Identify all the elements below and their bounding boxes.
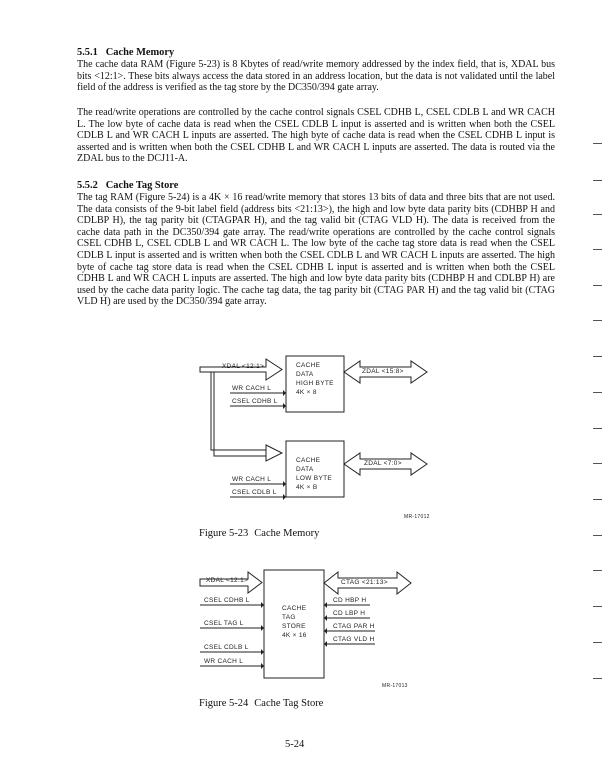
box-line: CACHE — [296, 457, 321, 464]
mr-number: MR-17012 — [404, 514, 430, 520]
xdal-label: XDAL <12:1> — [222, 363, 265, 370]
section-title: Cache Memory — [105, 47, 175, 58]
csel-cdlb-label: CSEL CDLB L — [232, 489, 277, 496]
ctag-label: CTAG <21:13> — [341, 579, 388, 586]
caption-text: Cache Memory — [254, 528, 320, 539]
cache-tag-store-box-text — [282, 604, 307, 640]
paragraph-cache-memory-2: The read/write operations are controlled by the cache control signals CSEL CDHB L, CSEL CDLB L and WR CACH L. The low byte of cache data is read when the CSEL CDLB L input is asserted and is written when both the CSEL CDLB L and WR CACH L inputs are asserted. The high byte of cache data is read when the CSEL CDHB L input is asserted and is written when both the CSEL CDHB L and WR CACH L inputs are asserted. The data is routed via the ZDAL bus to the DCJ11-A. — [77, 107, 555, 165]
figure-5-24-caption — [199, 698, 323, 709]
csel-cdlb-label: CSEL CDLB L — [204, 644, 249, 651]
box-line: CACHE — [282, 605, 307, 612]
section-number: 5.5.1 — [77, 47, 98, 58]
wr-cach-label: WR CACH L — [204, 658, 244, 665]
zdal-low-label: ZDAL <7:0> — [364, 460, 402, 467]
box-line: 4K × 8 — [296, 389, 317, 396]
caption-number: Figure 5-24 — [199, 698, 249, 709]
ctagpar-label: CTAG PAR H — [333, 623, 375, 630]
section-number: 5.5.2 — [77, 180, 98, 191]
csel-tag-label: CSEL TAG L — [204, 620, 244, 627]
wr-cach-label: WR CACH L — [232, 385, 272, 392]
caption-text: Cache Tag Store — [254, 698, 324, 709]
section-title: Cache Tag Store — [105, 180, 179, 191]
box-line: TAG — [282, 614, 296, 621]
box-line: DATA — [296, 466, 314, 473]
box-line: DATA — [296, 371, 314, 378]
wr-cach-label: WR CACH L — [232, 476, 272, 483]
paragraph-cache-tag-store: The tag RAM (Figure 5-24) is a 4K × 16 read/write memory that stores 13 bits of data and three bits that are not used. The data consists of the 9-bit label field (address bits <21:13>), the high and low byte data parity bits (CDHBP H and CDLBP H), the tag parity bit (CTAGPAR H), and the tag valid bit (CTAG VLD H). The data is received from the cache data path in the DC350/394 gate array. The read/write operations are controlled by the cache control signals CSEL CDHB L, CSEL CDLB L and WR CACH L. The low byte of the cache tag store data is read when the CSEL CDLB L input is asserted and is written when both the CSEL CDLB L and WR CACH L inputs are asserted. The high byte of cache tag store data is read when the CSEL CDHB L input is asserted and is written when both the CSEL CDHB L and WR CACH L inputs are asserted. The high and low byte data parity bits (CDHBP H and CDLBP H) are used by the cache data parity logic. The cache tag data, the tag parity bit (CTAG PAR H) and the tag valid bit (CTAG VLD H) are used by the DC350/394 gate array. — [77, 192, 555, 308]
box-line: 4K × 16 — [282, 632, 307, 639]
box-line: STORE — [282, 623, 306, 630]
box-line: HIGH BYTE — [296, 380, 334, 387]
caption-number: Figure 5-23 — [199, 528, 249, 539]
csel-cdhb-label: CSEL CDHB L — [204, 597, 250, 604]
cdhbp-label: CD HBP H — [333, 597, 367, 604]
zdal-high-label: ZDAL <15:8> — [362, 368, 404, 375]
box-line: 4K × B — [296, 484, 318, 491]
box-line: LOW BYTE — [296, 475, 332, 482]
page-number: 5-24 — [285, 739, 305, 750]
cdlbp-label: CD LBP H — [333, 610, 366, 617]
csel-cdhb-label: CSEL CDHB L — [232, 398, 278, 405]
paragraph-cache-memory-1: The cache data RAM (Figure 5-23) is 8 Kbytes of read/write memory addressed by the index field, that is, XDAL bus bits <12:1>. These bits always access the data stored in an address location, but the data is not validated until the label field of the address is verified as the tag store by the DC350/394 gate array. — [77, 59, 555, 94]
mr-number: MR-17013 — [382, 683, 408, 689]
xdal-label: XDAL <12:1> — [206, 577, 249, 584]
ctagvld-label: CTAG VLD H — [333, 636, 375, 643]
box-line: CACHE — [296, 362, 321, 369]
